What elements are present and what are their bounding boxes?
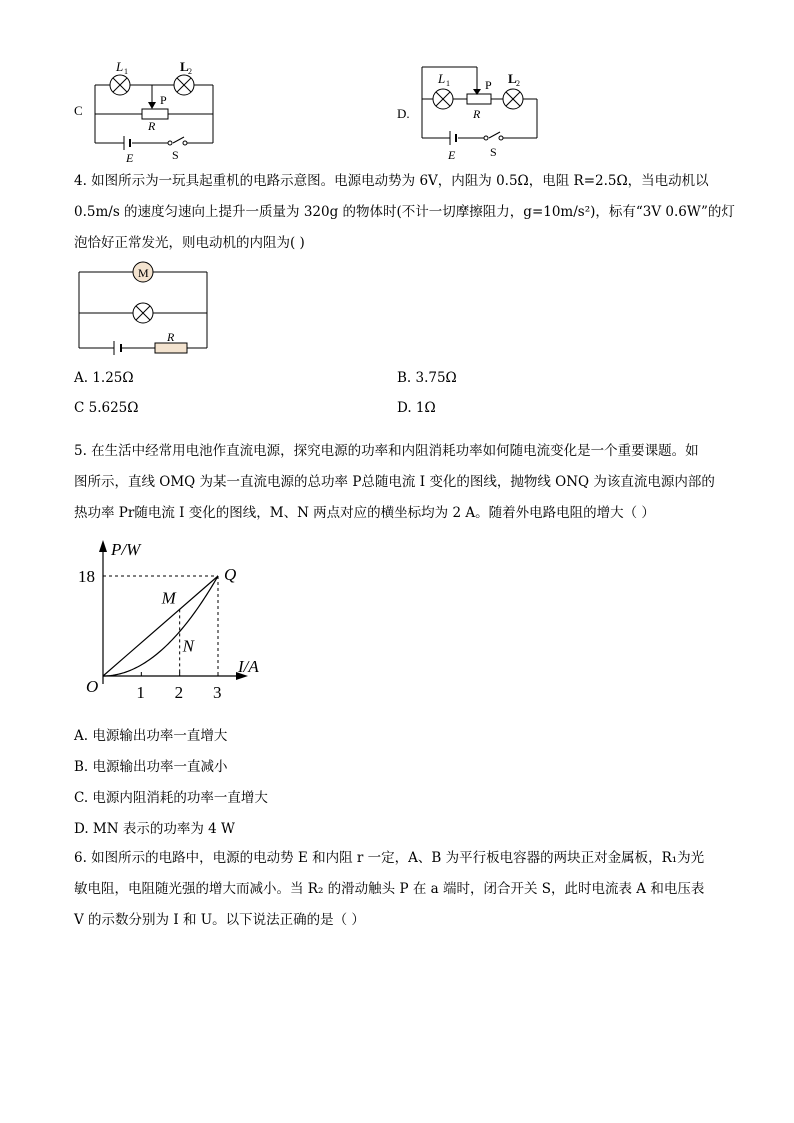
- q6-text-line2: 敏电阻，电阻随光强的增大而减小。当 R₂ 的滑动触头 P 在 a 端时，闭合开关 S，此时电流表 A 和电压表: [74, 881, 705, 897]
- y-tick-label-18: 18: [78, 567, 95, 586]
- point-label-M: M: [161, 588, 176, 608]
- slider-p-label: P: [485, 78, 492, 92]
- q5-text-line1: 5. 在生活中经常用电池作直流电源，探究电源的功率和内阻消耗功率如何随电流变化是一个重要课题。如: [74, 443, 699, 459]
- q5-option-a[interactable]: A. 电源输出功率一直增大: [74, 728, 228, 744]
- motor-label: M: [138, 266, 149, 280]
- switch-s-label: S: [172, 148, 179, 162]
- lamp-l1-sub: 1: [446, 79, 450, 88]
- point-label-N: N: [182, 636, 195, 656]
- lamp-l2-label: L: [508, 71, 517, 86]
- q4-text-line1: 4. 如图所示为一玩具起重机的电路示意图。电源电动势为 6V，内阻为 0.5Ω，电阻 R=2.5Ω，当电动机以: [74, 173, 709, 189]
- lamp-l1-label: L: [438, 71, 446, 86]
- y-axis-arrow-icon: [99, 540, 107, 552]
- q5-option-c[interactable]: C. 电源内阻消耗的功率一直增大: [74, 790, 268, 806]
- point-label-Q: Q: [224, 565, 237, 584]
- x-axis-label: I/A: [238, 657, 259, 676]
- resistor-r-label: R: [167, 330, 175, 344]
- lamp-l2-label: L: [180, 59, 189, 74]
- lamp-l2-sub: 2: [516, 79, 520, 88]
- x-tick-label-2: 2: [174, 683, 184, 702]
- x-tick-label-1: 1: [136, 683, 145, 702]
- x-tick-label-3: 3: [213, 683, 222, 702]
- battery-e-label: E: [448, 148, 456, 162]
- resistor-r-label: R: [473, 107, 481, 121]
- q4-option-b[interactable]: B. 3.75Ω: [397, 370, 457, 386]
- lamp-l1-sub: 1: [124, 67, 128, 76]
- q4-option-c[interactable]: C 5.625Ω: [74, 400, 139, 416]
- q6-text-line1: 6. 如图所示的电路中，电源的电动势 E 和内阻 r 一定，A、B 为平行板电容器的两块正对金属板，R₁为光: [74, 850, 705, 866]
- origin-label: O: [86, 677, 99, 696]
- battery-e-label: E: [126, 151, 134, 165]
- y-axis-label: P/W: [111, 540, 141, 559]
- option-c-letter: C: [74, 103, 83, 118]
- lamp-l1-label: L: [116, 59, 124, 74]
- q4-option-a[interactable]: A. 1.25Ω: [74, 370, 134, 386]
- q5-option-d[interactable]: D. MN 表示的功率为 4 W: [74, 821, 235, 837]
- resistor-r-label: R: [148, 119, 156, 133]
- q5-text-line2: 图所示，直线 OMQ 为某一直流电源的总功率 P总随电流 I 变化的图线，抛物线 ONQ 为该直流电源内部的: [74, 474, 715, 490]
- lamp-l2-sub: 2: [188, 67, 192, 76]
- option-d-letter: D.: [397, 106, 410, 121]
- q4-text-line3: 泡恰好正常发光，则电动机的内阻为( ): [74, 235, 305, 251]
- q5-option-b[interactable]: B. 电源输出功率一直减小: [74, 759, 228, 775]
- q5-text-line3: 热功率 Pr随电流 I 变化的图线，M、N 两点对应的横坐标均为 2 A。随着外电路电阻的增大（ ）: [74, 505, 655, 521]
- slider-p-label: P: [160, 93, 167, 107]
- switch-s-label: S: [490, 145, 497, 159]
- q4-option-d[interactable]: D. 1Ω: [397, 400, 436, 416]
- q4-text-line2: 0.5m/s 的速度匀速向上提升一质量为 320g 的物体时(不计一切摩擦阻力，g=10m/s²)，标有“3V 0.6W”的灯: [74, 204, 735, 220]
- series-line-OMQ: [103, 576, 218, 676]
- q6-text-line3: V 的示数分别为 I 和 U。以下说法正确的是（ ）: [74, 912, 365, 928]
